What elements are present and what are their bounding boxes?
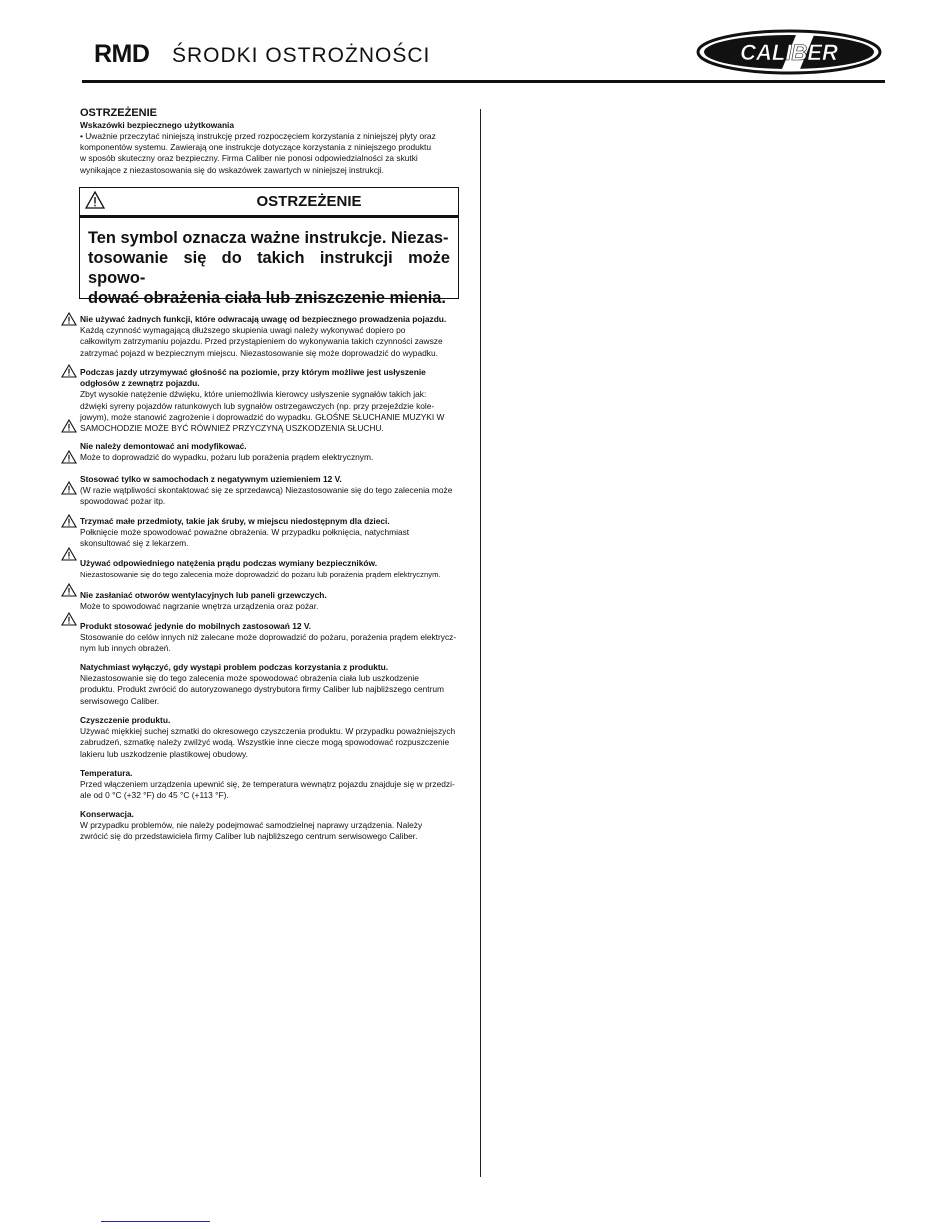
item-heading: Stosować tylko w samochodach z negatywnym uziemieniem 12 V. [80,474,342,484]
item-line: Zbyt wysokie natężenie dźwięku, które uniemożliwia kierowcy usłyszenie sygnałów takich jak: [80,389,427,400]
page-title: ŚRODKI OSTROŻNOŚCI [172,44,431,67]
item-line: zabrudzeń, szmatkę należy zwilżyć wodą. Wszystkie inne ciecze mogą spowodować rozpuszczenie [80,737,450,748]
item-line: Przed włączeniem urządzenia upewnić się, że temperatura wewnątrz pojazdu znajduje się w przedzi- [80,779,455,790]
warning-box-title: OSTRZEŻENIE [256,193,362,210]
warning-box-line: Ten symbol oznacza ważne instrukcje. Niezas- [88,229,449,247]
warning-box [79,187,459,307]
safety-item-temperature [80,768,468,802]
item-line: nym lub innych obrażeń. [80,643,171,654]
item-line: Używać miękkiej suchej szmatki do okresowego czyszczenia produktu. W przypadku poważniejszych [80,726,456,737]
safety-item-driving-distraction [80,314,468,359]
warning-triangle-icon [61,547,77,561]
item-line: zwrócić się do przedstawiciela firmy Caliber lub najbliższego centrum serwisowego Caliber. [80,831,418,842]
safety-item-12v-only [80,621,468,655]
model-name: RMD [94,40,150,68]
item-line: SAMOCHODZIE MOŻE BYĆ RÓWNIEŻ PRZYCZYNĄ USZKODZENIA SŁUCHU. [80,423,384,434]
item-heading: Podczas jazdy utrzymywać głośność na poziomie, przy którym możliwe jest usłyszenie [80,367,426,377]
warning-box-line: tosowanie się do takich instrukcji może spowo- [88,249,450,287]
header-rule [82,80,885,83]
intro-section [80,107,465,176]
item-heading: odgłosów z zewnątrz pojazdu. [80,378,200,389]
warning-triangle-icon [61,514,77,528]
item-line: Każdą czynność wymagającą dłuższego skupienia uwagi należy wykonywać dopiero po [80,325,406,336]
warning-triangle-icon [61,364,77,378]
item-line: dźwięki syreny pojazdów ratunkowych lub sygnałów ostrzegawczych (np. przy przejeździe kole- [80,400,435,411]
item-line: produktu. Produkt zwrócić do autoryzowanego dystrybutora firmy Caliber lub najbliższego centrum [80,684,445,695]
item-line: Niezastosowanie się do tego zalecenia może doprowadzić do pożaru lub porażenia prądem elektrycznym. [80,570,441,580]
safety-item-volume [80,367,468,434]
item-heading: Nie używać żadnych funkcji, które odwracają uwagę od bezpiecznego prowadzenia pojazdu. [80,314,447,324]
svg-text:CALIBER: CALIBER [740,40,838,65]
page-header [0,0,950,90]
item-line: Może to doprowadzić do wypadku, pożaru lub porażenia prądem elektrycznym. [80,452,374,463]
intro-heading: OSTRZEŻENIE [80,107,158,119]
safety-item-cleaning [80,715,468,760]
item-heading: Używać odpowiedniego natężenia prądu podczas wymiany bezpieczników. [80,558,378,568]
item-line: (W razie wątpliwości skontaktować się ze sprzedawcą) Niezastosowanie się do tego zalecenia może [80,485,453,496]
item-line: W przypadku problemów, nie należy podejmować samodzielnej naprawy urządzenia. Należy [80,820,423,831]
warning-triangle-icon [61,419,77,433]
warning-box-line: dować obrażenia ciała lub zniszczenie mienia. [88,289,446,307]
item-heading: Natychmiast wyłączyć, gdy wystąpi problem podczas korzystania z produktu. [80,662,389,672]
intro-subheading: Wskazówki bezpiecznego użytkowania [80,120,235,130]
safety-item-no-disassembly [80,441,468,463]
safety-item-small-objects [80,516,468,550]
intro-line: wynikające z niezastosowania się do wskazówek zawartych w niniejszej instrukcji. [80,164,384,175]
footer-rule [101,1221,210,1222]
item-line: jowym), może stanowić zagrożenie i doprowadzić do wypadku. GŁOŚNE SŁUCHANIE MUZYKI W [80,411,445,422]
item-line: skonsultować się z lekarzem. [80,538,189,549]
warning-box-text [80,218,458,308]
item-heading: Nie należy demontować ani modyfikować. [80,441,247,451]
item-heading: Produkt stosować jedynie do mobilnych zastosowań 12 V. [80,621,311,631]
item-line: Niezastosowanie się do tego zalecenia może spowodować obrażenia ciała lub uszkodzenie [80,673,419,684]
item-line: Połknięcie może spowodować poważne obrażenia. W przypadku połknięcia, natychmiast [80,527,410,538]
safety-item-ventilation [80,590,468,612]
item-heading: Konserwacja. [80,809,134,819]
item-line: lakieru lub uszkodzenie plastikowej obudowy. [80,748,248,759]
intro-line: • Uważnie przeczytać niniejszą instrukcję przed rozpoczęciem korzystania z niniejszej płyty oraz [80,131,436,141]
warning-triangle-icon [61,612,77,626]
warning-box-header [80,188,458,218]
item-heading: Nie zasłaniać otworów wentylacyjnych lub paneli grzewczych. [80,590,327,600]
item-line: zatrzymać pojazd w bezpiecznym miejscu. Niezastosowanie się może doprowadzić do wypadku. [80,347,438,358]
item-line: ale od 0 °C (+32 °F) do 45 °C (+113 °F). [80,790,229,801]
item-heading: Trzymać małe przedmioty, takie jak śruby, w miejscu niedostępnym dla dzieci. [80,516,390,526]
safety-item-fuses [80,558,468,580]
item-heading: Temperatura. [80,768,133,778]
safety-item-switch-off [80,662,468,707]
warning-triangle-icon [61,450,77,464]
item-line: serwisowego Caliber. [80,695,160,706]
intro-line: w sposób skuteczny oraz bezpieczny. Firma Caliber nie ponosi odpowiedzialności za skutki [80,153,418,164]
safety-item-negative-ground [80,474,468,508]
intro-line: komponentów systemu. Zawierają one instrukcje dotyczące korzystania z niniejszego produktu [80,142,431,153]
warning-triangle-icon [61,312,77,326]
safety-item-maintenance [80,809,468,843]
item-heading: Czyszczenie produktu. [80,715,171,725]
item-line: spowodować pożar itp. [80,496,166,507]
item-line: Stosowanie do celów innych niż zalecane może doprowadzić do pożaru, porażenia prądem elektrycz- [80,632,457,643]
item-line: całkowitym zatrzymaniu pojazdu. Przed przystąpieniem do wykonywania takich czynności zawsze [80,336,443,347]
column-divider [480,109,481,1177]
item-line: Może to spowodować nagrzanie wnętrza urządzenia oraz pożar. [80,601,319,612]
warning-triangle-icon [61,583,77,597]
warning-triangle-icon [61,481,77,495]
caliber-logo [696,29,882,75]
